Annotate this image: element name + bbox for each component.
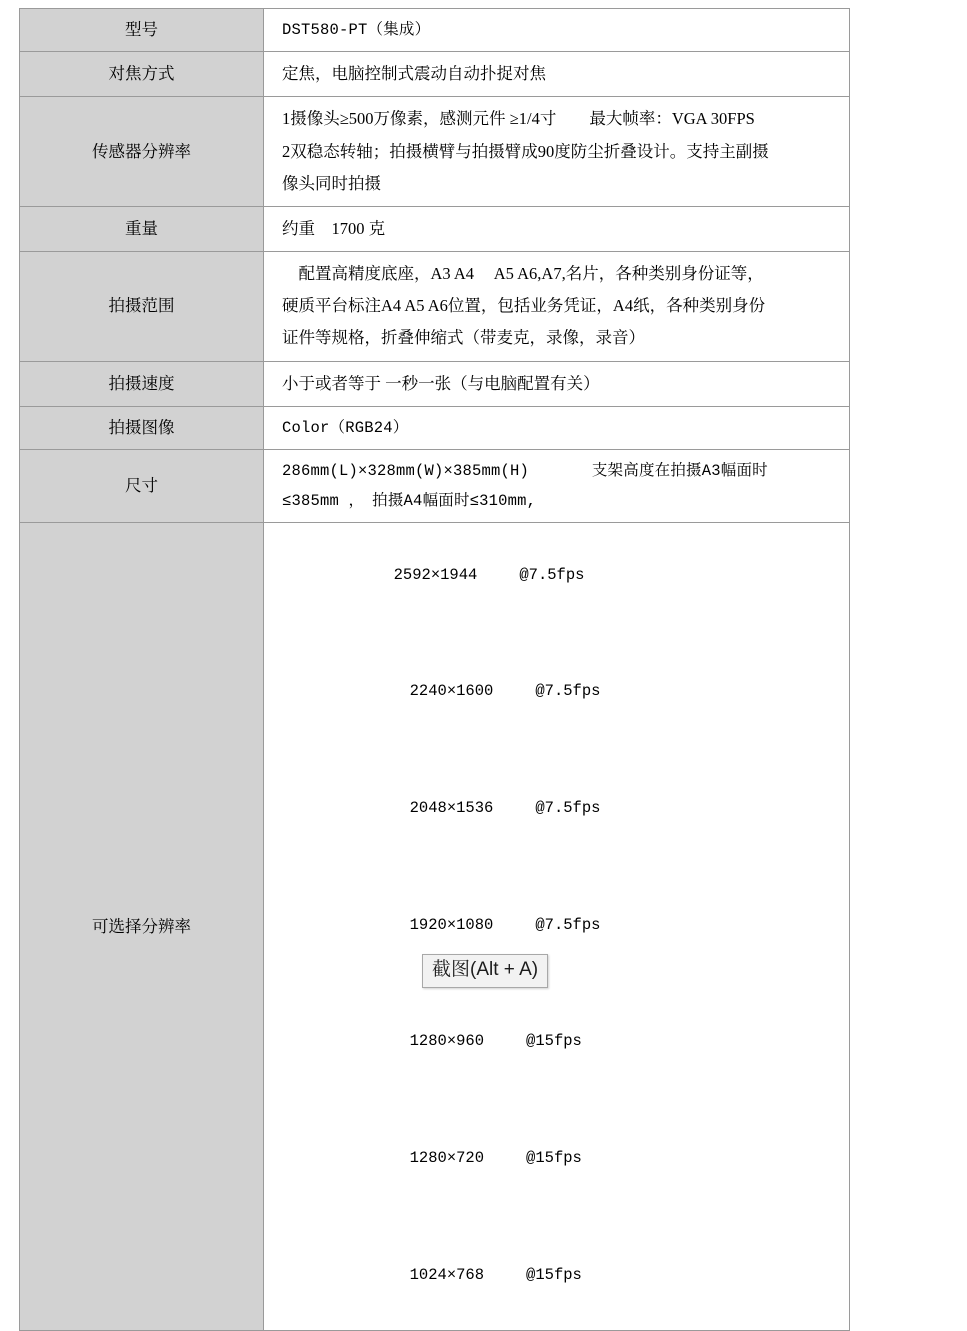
value-line: 约重 1700 克 <box>282 218 386 238</box>
row-value <box>264 406 850 449</box>
specification-table <box>19 8 850 1331</box>
resolution-fps: @7.5fps <box>535 682 601 701</box>
row-value <box>264 206 850 251</box>
value-line: Color（RGB24） <box>282 418 409 437</box>
resolution-item <box>298 996 839 1087</box>
resolution-value: 1280×720 <box>409 1148 485 1167</box>
table-row <box>20 52 850 97</box>
table-row <box>20 449 850 522</box>
table-row <box>20 206 850 251</box>
resolution-value: 1024×768 <box>409 1265 485 1284</box>
resolution-item <box>282 529 839 620</box>
resolution-value: 2048×1536 <box>409 798 494 817</box>
value-line: 2双稳态转轴；拍摄横臂与拍摄臂成90度防尘折叠设计。支持主副摄 <box>282 141 769 161</box>
value-line: 硬质平台标注A4 A5 A6位置，包括业务凭证，A4纸，各种类别身份 <box>282 296 766 316</box>
row-value <box>264 252 850 362</box>
row-label: 对焦方式 <box>20 52 264 97</box>
resolution-item <box>298 763 839 854</box>
resolution-fps: @15fps <box>526 1265 582 1284</box>
resolution-fps: @15fps <box>526 1148 582 1167</box>
row-label: 型号 <box>20 9 264 52</box>
value-line: 定焦，电脑控制式震动自动扑捉对焦 <box>282 64 546 84</box>
resolution-fps: @7.5fps <box>535 798 601 817</box>
resolution-fps: @7.5fps <box>519 565 585 584</box>
resolution-fps: @7.5fps <box>535 915 601 934</box>
row-label: 拍摄速度 <box>20 361 264 406</box>
row-label: 重量 <box>20 206 264 251</box>
resolution-item <box>298 879 839 970</box>
value-line: 286mm(L)×328mm(W)×385mm(H) 支架高度在拍摄A3幅面时 <box>282 461 768 480</box>
table-row <box>20 361 850 406</box>
resolution-item <box>298 1229 839 1320</box>
row-label: 拍摄图像 <box>20 406 264 449</box>
resolution-value: 1920×1080 <box>409 915 494 934</box>
row-label: 尺寸 <box>20 449 264 522</box>
resolution-value: 2592×1944 <box>393 565 478 584</box>
resolution-list <box>264 523 850 1331</box>
row-label: 可选择分辨率 <box>20 523 264 1331</box>
value-line: ≤385mm ， 拍摄A4幅面时≤310mm, <box>282 492 537 511</box>
table-row <box>20 406 850 449</box>
row-label: 拍摄范围 <box>20 252 264 362</box>
resolution-value: 2240×1600 <box>409 682 494 701</box>
resolution-fps: @15fps <box>526 1032 582 1051</box>
table-row <box>20 252 850 362</box>
screenshot-shortcut-tooltip: 截图(Alt + A) <box>422 954 548 988</box>
value-line: DST580-PT（集成） <box>282 21 431 39</box>
row-label: 传感器分辨率 <box>20 97 264 207</box>
row-value <box>264 361 850 406</box>
table-body <box>20 9 850 1331</box>
row-value <box>264 52 850 97</box>
document-page <box>0 8 967 1284</box>
resolution-item <box>298 1113 839 1204</box>
value-line: 小于或者等于 一秒一张（与电脑配置有关） <box>282 373 600 393</box>
table-row <box>20 97 850 207</box>
value-line: 像头同时拍摄 <box>282 173 381 193</box>
table-row-resolutions <box>20 523 850 1331</box>
row-value <box>264 9 850 52</box>
value-line: 1摄像头≥500万像素，感测元件 ≥1/4寸 最大帧率：VGA 30FPS <box>282 109 755 129</box>
row-value <box>264 449 850 522</box>
resolution-item <box>298 646 839 737</box>
table-row <box>20 9 850 52</box>
resolution-value: 1280×960 <box>409 1032 485 1051</box>
value-line: 配置高精度底座，A3 A4 A5 A6,A7,名片，各种类别身份证等， <box>282 264 764 284</box>
value-line: 证件等规格，折叠伸缩式（带麦克，录像，录音） <box>282 328 645 348</box>
row-value <box>264 97 850 207</box>
